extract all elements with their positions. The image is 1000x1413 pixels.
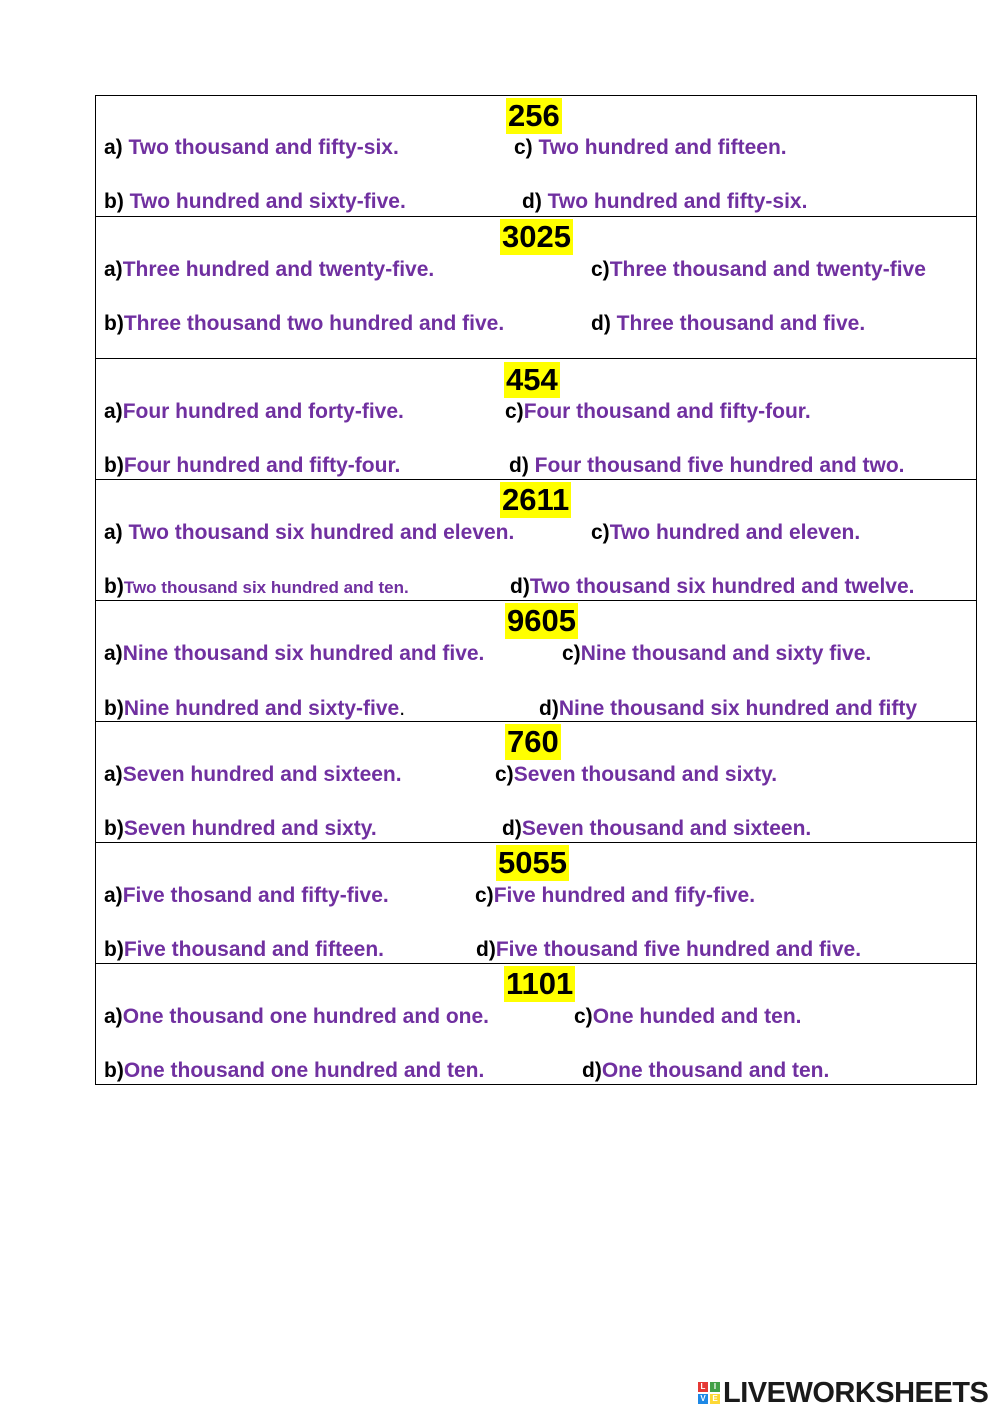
option-c[interactable]: c)Two hundred and eleven. (591, 521, 861, 544)
option-a[interactable]: a) Two thousand six hundred and eleven. (104, 521, 515, 544)
option-a[interactable]: a)Four hundred and forty-five. (104, 400, 404, 423)
question-block (96, 96, 976, 217)
option-d[interactable]: d)Seven thousand and sixteen. (502, 817, 812, 840)
option-b[interactable]: b)Seven hundred and sixty. (104, 817, 377, 840)
liveworksheets-logo-icon: L I V E (698, 1382, 720, 1404)
option-c[interactable]: c)One hunded and ten. (574, 1005, 802, 1028)
option-c[interactable]: c)Five hundred and fify-five. (475, 884, 756, 907)
option-d[interactable]: d) Two hundred and fifty-six. (522, 190, 808, 213)
question-block (96, 964, 976, 1085)
option-a[interactable]: a) Two thousand and fifty-six. (104, 136, 399, 159)
option-a[interactable]: a)Three hundred and twenty-five. (104, 258, 435, 281)
option-d[interactable]: d) Four thousand five hundred and two. (509, 454, 905, 477)
option-b[interactable]: b) Two hundred and sixty-five. (104, 190, 406, 213)
option-b[interactable]: b)Three thousand two hundred and five. (104, 312, 505, 335)
question-block (96, 843, 976, 964)
question-number: 9605 (507, 603, 576, 638)
question-number: 2611 (502, 482, 570, 517)
option-d[interactable]: d)Two thousand six hundred and twelve. (510, 575, 915, 598)
question-number: 256 (508, 98, 560, 133)
question-block (96, 722, 976, 843)
option-c[interactable]: c)Four thousand and fifty-four. (505, 400, 811, 423)
brand-name: LIVEWORKSHEETS (723, 1376, 989, 1409)
question-block (96, 601, 976, 722)
question-block (96, 480, 976, 601)
question-block (96, 217, 976, 359)
option-a[interactable]: a)Nine thousand six hundred and five. (104, 642, 485, 665)
option-c[interactable]: c)Nine thousand and sixty five. (562, 642, 872, 665)
option-c[interactable]: c)Seven thousand and sixty. (495, 763, 778, 786)
question-number: 760 (507, 724, 559, 759)
question-number: 5055 (498, 845, 567, 880)
option-a[interactable]: a)Five thosand and fifty-five. (104, 884, 389, 907)
option-a[interactable]: a)One thousand one hundred and one. (104, 1005, 490, 1028)
liveworksheets-logo[interactable] (698, 1376, 988, 1410)
worksheet-table (95, 95, 977, 1085)
option-c[interactable]: c)Three thousand and twenty-five (591, 258, 926, 281)
option-c[interactable]: c) Two hundred and fifteen. (514, 136, 787, 159)
option-d[interactable]: d)One thousand and ten. (582, 1059, 830, 1082)
question-number: 454 (506, 362, 558, 397)
option-d[interactable]: d) Three thousand and five. (591, 312, 866, 335)
question-number: 3025 (502, 219, 571, 254)
option-b[interactable]: b)Four hundred and fifty-four. (104, 454, 401, 477)
question-number: 1101 (506, 966, 574, 1001)
option-b[interactable]: b)One thousand one hundred and ten. (104, 1059, 485, 1082)
option-b[interactable]: b)Nine hundred and sixty-five. (104, 697, 406, 720)
option-a[interactable]: a)Seven hundred and sixteen. (104, 763, 402, 786)
option-b[interactable]: b)Two thousand six hundred and ten. (104, 575, 409, 598)
option-d[interactable]: d)Five thousand five hundred and five. (476, 938, 862, 961)
question-block (96, 359, 976, 480)
option-d[interactable]: d)Nine thousand six hundred and fifty (539, 697, 918, 720)
option-b[interactable]: b)Five thousand and fifteen. (104, 938, 385, 961)
